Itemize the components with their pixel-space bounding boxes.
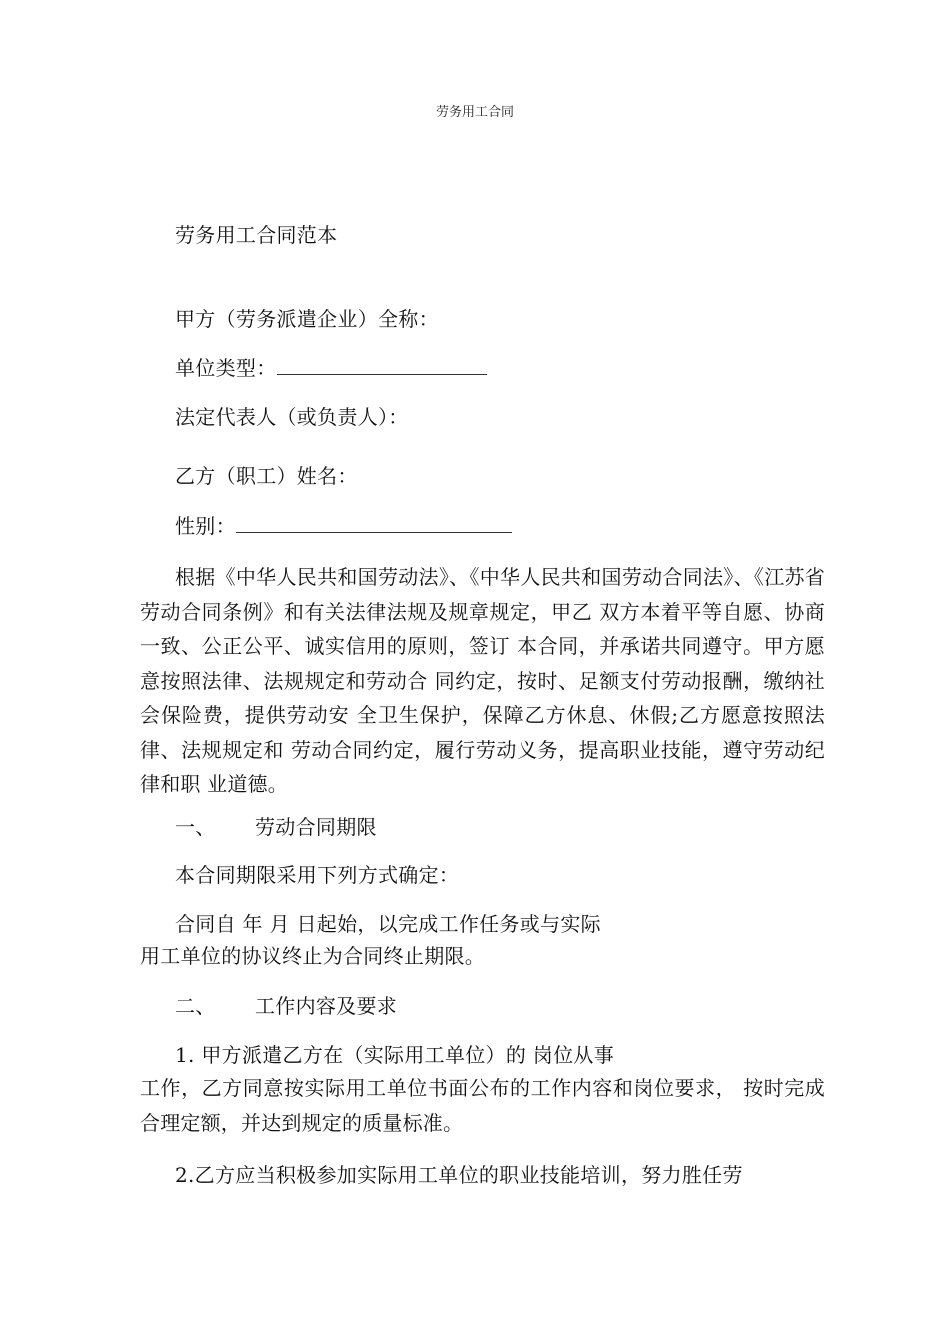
legal-rep-line: 法定代表人（或负责人）： bbox=[175, 405, 409, 429]
section-1-title: 劳动合同期限 bbox=[255, 815, 377, 839]
gender-blank bbox=[236, 512, 512, 533]
party-b-line: 乙方（职工）姓名： bbox=[175, 464, 358, 488]
section-1-line-1: 本合同期限采用下列方式确定： bbox=[175, 863, 460, 887]
unit-type-line bbox=[175, 354, 487, 382]
section-1-line-2: 合同自 年 月 日起始，以完成工作任务或与实际 bbox=[175, 912, 601, 936]
item-1-continuation: 工作，乙方同意按实际用工单位书面公布的工作内容和岗位要求， 按时完成合理定额，并达到规定的质量标准。 bbox=[140, 1076, 825, 1135]
running-header: 劳务用工合同 bbox=[435, 105, 514, 120]
section-1-line-3: 用工单位的协议终止为合同终止期限。 bbox=[140, 944, 486, 968]
section-2-number: 二、 bbox=[175, 994, 216, 1018]
party-a-line: 甲方（劳务派遣企业）全称： bbox=[175, 307, 439, 331]
item-1-line-1: 1. 甲方派遣乙方在（实际用工单位）的 岗位从事 bbox=[175, 1043, 614, 1067]
unit-type-blank bbox=[277, 354, 487, 375]
section-2-heading bbox=[175, 992, 397, 1020]
section-1-heading bbox=[175, 813, 377, 841]
section-2-title: 工作内容及要求 bbox=[255, 994, 398, 1018]
preamble-paragraph: 根据《中华人民共和国劳动法》、《中华人民共和国劳动合同法》、《江苏省劳动合同条例》和有关法律法规及规章规定，甲乙 双方本着平等自愿、协商一致、公正公平、诚实信用的原则，签订 本合同，并承诺共同遵守。甲方愿意按照法律、法规规定和劳动合 同约定，按时、足额支付劳动报酬，缴纳社会保险费，提供劳动安 全卫生保护，保障乙方休息、休假;乙方愿意按照法律、法规规定和 劳动合同约定，履行劳动义务，提高职业技能，遵守劳动纪律和职 业道德。 bbox=[140, 565, 825, 796]
document-title: 劳务用工合同范本 bbox=[175, 223, 338, 247]
gender-label: 性别： bbox=[175, 514, 236, 538]
item-2-line-1: 2.乙方应当积极参加实际用工单位的职业技能培训，努力胜任劳 bbox=[175, 1163, 743, 1187]
unit-type-label: 单位类型： bbox=[175, 356, 277, 380]
gender-line bbox=[175, 512, 512, 540]
section-1-number: 一、 bbox=[175, 815, 216, 839]
